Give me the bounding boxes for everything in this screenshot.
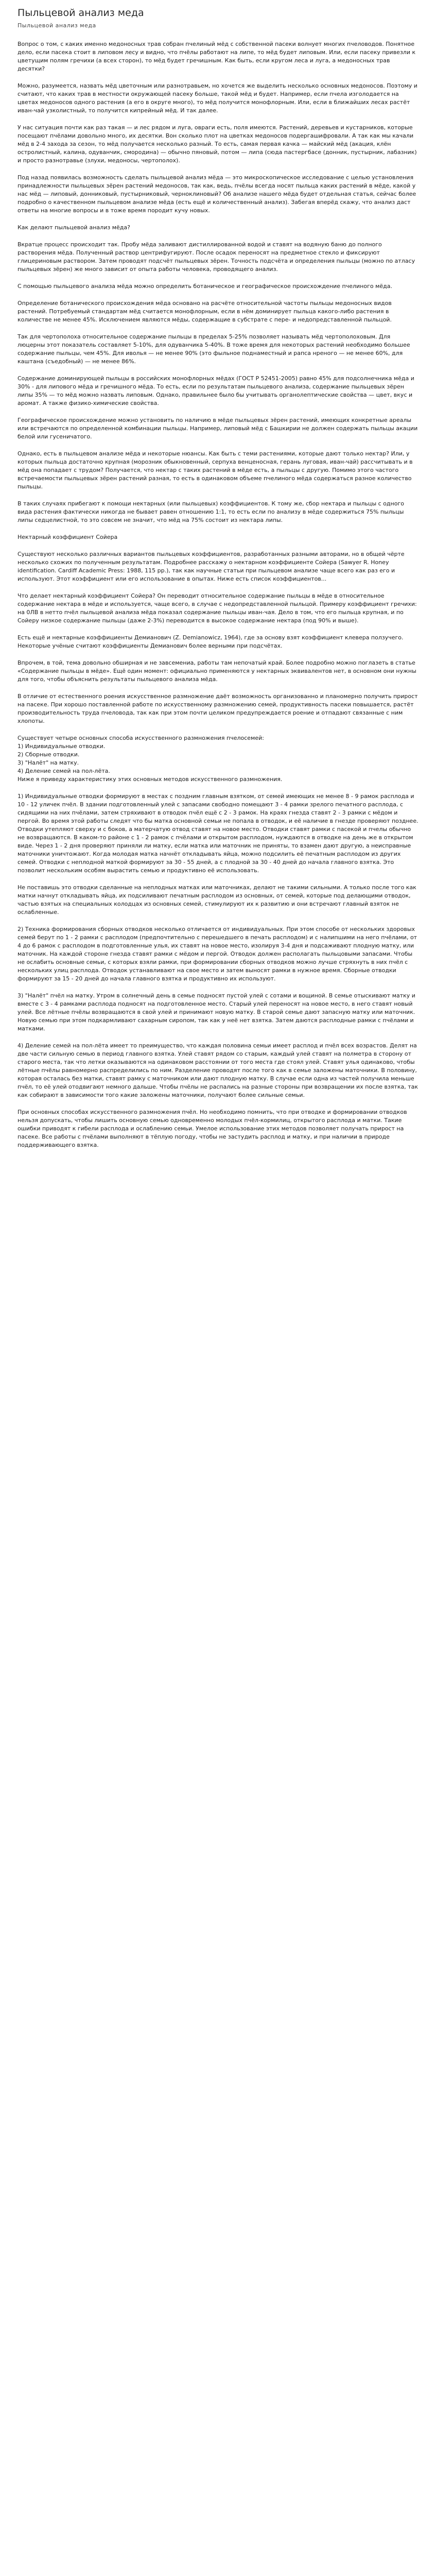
paragraph: 2) Сборные отводки. [18, 751, 80, 758]
text-block [18, 241, 418, 274]
paragraph: Вопрос о том, с каких именно медоносных трав собран пчелиный мёд с собственной пасеки волнует многих пчеловодов. Понятное дело, если пасека стоит в липовом лесу и видно, что пчёлы работают на липе, то мёд будет липовым. Или, если пасеку привезли к цветущим полям гречихи (а всех сторон), то мёд будет гречишным. Как быть, если кругом леса и луга, а медоносных трав десятки? [18, 41, 416, 72]
paragraph: 1) Индивидуальные отводки формируют в местах с поздним главным взятком, от семей имеющих не менее 8 - 9 рамок расплода и 10 - 12 уличек пчёл. В здании подготовленный улей с запасами свободно помещают 3 - 4 рамки зрелого печатного расплода, с сидящими на них пчёлами, затем стряхивают в отводок пчёл ещё с 2 - 3 рамок. На краях гнезда ставят 2 - 3 рамки с мёдом и пергой. Во время этой работы следят что бы матка основной семьи не попала в отводок, и её наличие в гнезде проверяют позднее. Отводки утепляют сверху и с боков, а матерчатую отвод ставят на новое место. Отводки ставят рамки с пасекой и пчелы обычно не возвращаются. В каком-то районе с 1 - 2 рамок с пчёлами и открытом расплодом, нуждаются в отводке на день же в открытом виде. Через 1 - 2 дня проверяют приняли ли матку, если матка или маточник не приняты, то взамен дают другую, а неисправные маточники уничтожают. Когда молодая матка начнёт откладывать яйца, можно подсилить её печатным расплодом из других семей. Отводки с неплодной маткой формируют за 30 - 55 дней, а с плодной за 30 - 40 дней до начала главного взятка. Это позволит нескольким особям вырастить семью и продуктивно её использовать. [18, 793, 418, 874]
paragraph: 4) Деление семей на пол-лёта. [18, 768, 110, 774]
text-block [18, 416, 418, 441]
paragraph: Существует четыре основных способа искусственного размножения пчелосемей: [18, 735, 264, 741]
paragraph: Как делают пыльцевой анализ мёда? [18, 224, 130, 231]
paragraph: Впрочем, в той, тема довольно обширная и не завсемениа, работы там непочатый край. Более подробно можно поглазеть в статье «Содержание пыльцы в мёде». Ещё один момент: официально применяются у нектарных эквивалентов нет, в основном они нужны для того, чтобы объяснить результаты пыльцевого анализа мёда. [18, 659, 416, 683]
paragraph: При основных способах искусственного размножения пчёл. Но необходимо помнить, что при отводке и формировании отводков нельзя допускать, чтобы лишить основную семью одновременно молодых пчёл-кормилиц, открытого расплода и матки. Такие ошибки приводят к гибели расплода и ослаблению семьи. Умелое использование этих методов позволяет получать прирост на пасеке. Все работы с пчёлами выполняют в тёплую погоду, чтобы не застудить расплод и матку, и при наличии в природе поддерживающего взятка. [18, 1109, 407, 1148]
text-block [18, 992, 418, 1033]
text-block [18, 1042, 418, 1099]
text-block [18, 792, 418, 875]
text-block [18, 333, 418, 366]
text-block [18, 884, 418, 917]
text-block [18, 299, 418, 324]
paragraph: Так для чертополоха относительное содержание пыльцы в пределах 5-25% позволяет называть мёд чертополоховым. Для люцерны этот показатель составляет 5-10%, для одуванчика 5-40%. В тоже время для некоторых растений необходимо большее содержание пыльцы, чем 45%. Для иволья — не менее 90% (это фыльное поднаместный и рапса нреного — не менее 60%, для каштана (съедобный) — не менее 86%. [18, 333, 410, 365]
text-block [18, 40, 418, 73]
paragraph: Определение ботанического происхождения мёда основано на расчёте относительной частоты пыльцы медоносных видов растений. Потребуемый стандартам мёд считается монофлорным, если в нём доминирует пыльца какого-либо растения в количестве не менее 45%. Исключением являются мёды, содержащие в субстрате с пере- и недопредставленной пыльцой. [18, 300, 392, 323]
text-block [18, 224, 418, 232]
paragraph: С помощью пыльцевого анализа мёда можно определить ботаническое и географическое происхождение пчелиного мёда. [18, 283, 392, 290]
paragraph: 3) "Налёт" пчёл на матку. Утром в солнечный день в семье подносят пустой улей с сотами и вощиной. В семье отыскивают матку и вместе с 3 - 4 рамками расплода подносят на подготовленное место. Старый улей переносят на новое место, в него ставят новый улей. Все лётные пчёлы возвращаются в свой улей и принимают новую матку. В старой семье дают запасную матку или маточник. Новую семью при этом подкармливают сахарным сиропом, так как у неё нет взятка. Затем даются расплодные рамки с пчёлами и матками. [18, 992, 415, 1032]
text-block [18, 592, 418, 625]
paragraph: У нас ситуация почти как раз такая — и лес рядом и луга, овраги есть, поля имеются. Растений, деревьев и кустарников, которые посещают пчёлами довольно много, их десятки. Вон сколько плот на цветках медоносов подергашифровали. А так как мы качали мёд в 2-4 захода за сезон, то мёд получается несколько разный. То есть, самая первая качка — майский мёд (акация, клён остролистный, калина, одуванчик, смородина) — обычно пяновый, потом — липа (сюда пастергбасе (донник, пустырник, лабазник) и просто разнотравье (злухи, медоносы, чертополох). [18, 124, 417, 164]
article-title: Пыльцевой анализ меда [18, 7, 144, 19]
text-block [18, 1108, 418, 1149]
text-block [18, 375, 418, 408]
text-block [18, 634, 418, 650]
paragraph: В таких случаях прибегают к помощи нектарных (или пыльцевых) коэффициентов. К тому же, сбор нектара и пыльцы с одного вида растения фактически никогда не бывает равен отношению 1:1, то есть если по анализу в мёде содержиться 75% пыльцы липы седцелистной, то это совсем не значит, что мёд на 75% состоит из нектара липы. [18, 500, 404, 523]
paragraph: Нектарный коэффициент Сойера [18, 534, 118, 540]
paragraph: Однако, есть в пыльцевом анализе мёда и некоторые нюансы. Как быть с теми растениями, которые дают только нектар? Или, у которых пыльца достаточно крупная (морозник обыкновенный, серпуха венценосная, герань луговая, иван-чай) рассчитывать и в мёд она попадает с трудом? Получается, что нектар с таких растений в мёде есть, а пыльцы с другую. Помимо этого частого встречаемости пыльцевых зёрен растений разная, то есть в одинаковом объеме пчелиного мёда содержаться разное количество пыльцы. [18, 450, 413, 490]
text-block [18, 925, 418, 983]
article-body [18, 40, 418, 1149]
paragraph: Ниже я приведу характеристику этих основных методов искусственного размножения. [18, 776, 283, 783]
paragraph: Существуют несколько различных вариантов пыльцевых коэффициентов, разработанных разными авторами, но в общей чёрте несколько схожих по полученным результатам. Подробнее расскажу о нектарном коэффициенте Сойера (Sawyer R. Honey identification. Cardiff Academic Press: 1988, 115 pp.), так как научные статьи при пыльцевом анализе чаще всего как раз его и используют. Этот коэффициент или его использование в опытах. Ниже есть список коэффициентов... [18, 551, 405, 582]
paragraph: Вкратце процесс происходит так. Пробу мёда заливают дистиллированной водой и ставят на водяную баню до полного растворения мёда. Полученный раствор центрифугируют. После осадок переносят на предметное стекло и фиксируют глицериновым раствором. Затем проводят подсчёт пыльцевых зёрен. Точность подсчёта и определения пыльцы (можно по атласу пыльцевых зёрен) же много зависит от опыта работы человека, проводящего анализ. [18, 241, 415, 273]
article-subtitle: Пыльцевой анализ меда [18, 22, 96, 29]
paragraph: 2) Техника формирования сборных отводков несколько отличается от индивидуальных. При этом способе от нескольких здоровых семей берут по 1 - 2 рамки с расплодом (предпочтительно с перешедшего в печать расплодом) и с налипшими на него пчёлами, от 4 до 6 рамок с расплодом в подготовленные улья, их ставят на новое место, изолируя 3-4 дня и подсаживают плодную матку, или маточник. На каждой стороне гнезда ставят рамки с мёдом и пергой. Отводок должен располагать пыльцовыми запасами. Чтобы не ослабить основные семьи, с которых взяли рамки, при формировании сборных отводков можно лучше стряхнуть в них пчёл с нескольких улиц расплода. Отводок устанавливают на свое место и затем выносят рамки в нужное время. Сборные отводки формируют за 15 - 20 дней до начала главного взятка и продуктивно их используют. [18, 926, 417, 982]
text-block [18, 450, 418, 491]
paragraph: Что делает нектарный коэффициент Сойера? Он переводит относительное содержание пыльцы в мёде в относительное содержание нектара в мёде и используется, чаще всего, в случае с недопредставленной пыльцой. Примеру коэффициент гречихи: на 0ЛВ в нетто пчёл пыльцевой анализа мёда показал содержание пыльцы иван-чая. Дело в том, что его пыльца крупная, и по Сойеру низкое содержание пыльцы (даже 2-3%) переводится в высокое содержание нектара (под 90% и выше). [18, 592, 417, 624]
paragraph: Под назад появилась возможность сделать пыльцевой анализ мёда — это микроскопическое исследование с целью установления принадлежности пыльцевых зёрен растений медоносов, так как, ведь, пчёлы всегда носят пыльца каких растений в мёде, какой у нас мёд — липовый, донниковый, пустырниковый, черноклиновый? Об анализе нашего мёда будет отдельная статья, сейчас более подробно о качественном пыльцевом анализе мёда (есть ещё и количественный анализ). Забегая вперёд скажу, что анализ даст ответы на многие вопросы и в тоже время породит кучу новых. [18, 174, 416, 214]
paragraph: 4) Деление семей на пол-лёта имеет то преимущество, что каждая половина семьи имеет расплод и пчёл всех возрастов. Делят на две части сильную семью в период главного взятка. Улей ставят рядом со старым, каждый улей ставят на полметра в сторону от старого места, так что летки оказываются на одинаковом расстоянии от того места где стоял улей. Ставят улья одинаково, чтобы лётные пчёлы равномерно распределились по ним. Разделение проводят после того как в семье заложены маточники. В половину, которая осталась без матки, ставят рамку с маточником или дают плодную матку. В случае если одна из частей получила меньше пчёл, то её улей отодвигают немного дальше. Чтобы пчёлы не распались на разные стороны при возвращении их после взятка, так как собирают в зависимости того какие заложены маточники, получают более сильные семьи. [18, 1042, 418, 1098]
paragraph: Содержание доминирующей пыльцы в российских монофлорных мёдах (ГОСТ Р 52451-2005) равно 45% для подсолнечника мёда и 30% - для липового мёда и гречишного мёда. То есть, если по результатам пыльцевого анализа, содержание пыльцевых зёрен липы 35% — то мёд можно назвать липовым. Однако, правильнее было бы учитывать органолептические свойства — цвет, вкус и аромат. А также физико-химические свойства. [18, 375, 414, 406]
paragraph: Географическое происхождение можно установить по наличию в мёде пыльцевых зёрен растений, имеющих конкретные ареалы или встречаются по определенной комбинации пыльцы. Например, липовый мёд с Башкирии не должен содержать пыльцы акации белой или гусеничатого. [18, 417, 418, 440]
text-block [18, 82, 418, 115]
text-block [18, 174, 418, 215]
text-block [18, 124, 418, 165]
text-block [18, 734, 418, 784]
paragraph: 3) "Налёт" на матку. [18, 759, 79, 766]
paragraph: 1) Индивидуальные отводки. [18, 743, 106, 750]
text-block [18, 692, 418, 725]
text-block [18, 659, 418, 684]
article-page [0, 0, 436, 1168]
text-block [18, 500, 418, 524]
paragraph: Есть ещё и нектарные коэффициенты Демианович (Z. Demianowicz, 1964), где за основу взят коэффициент клевера ползучего. Некоторые учёные считают коэффициенты Демианович более верными при подсчётах. [18, 634, 404, 649]
paragraph: В отличие от естественного роения искусственное размножение даёт возможность организованно и планомерно получить прирост на пасеке. При хорошо поставленной работе по искусственному размножению семей, продуктивность пасеки повышается, растёт производительность труда пчеловода, так как при этом почти целиком предупреждается роение и отпадают связанные с ним хлопоты. [18, 693, 418, 724]
paragraph: Можно, разумеется, назвать мёд цветочным или разнотравьем, но хочется же выделить несколько основных медоносов. Поэтому и считают, что каких трав в местности окружающей пасеку больше, такой мёд и будет. Например, если пчела изголодается на цветах медоносов одного растения (а его в округе много), то мёд получится монофлорным. Или, если в ближайших лесах растёт иван-чай узколистный, то получится кипрейный мёд. И так далее. [18, 82, 417, 114]
text-block [18, 550, 418, 583]
text-block [18, 533, 418, 541]
text-block [18, 282, 418, 291]
paragraph: Не поставишь это отводки сделанные на неплодных матках или маточниках, делают не такими сильными. А только после того как матки начнут откладывать яйца, их подсиливают печатным расплодом из основных, от семей, которые под делающими отводок, частью взятых на специальных колодцах из основных семей, стимулируют их к развитию и они встречают главный взяток не ослабленные. [18, 884, 416, 916]
